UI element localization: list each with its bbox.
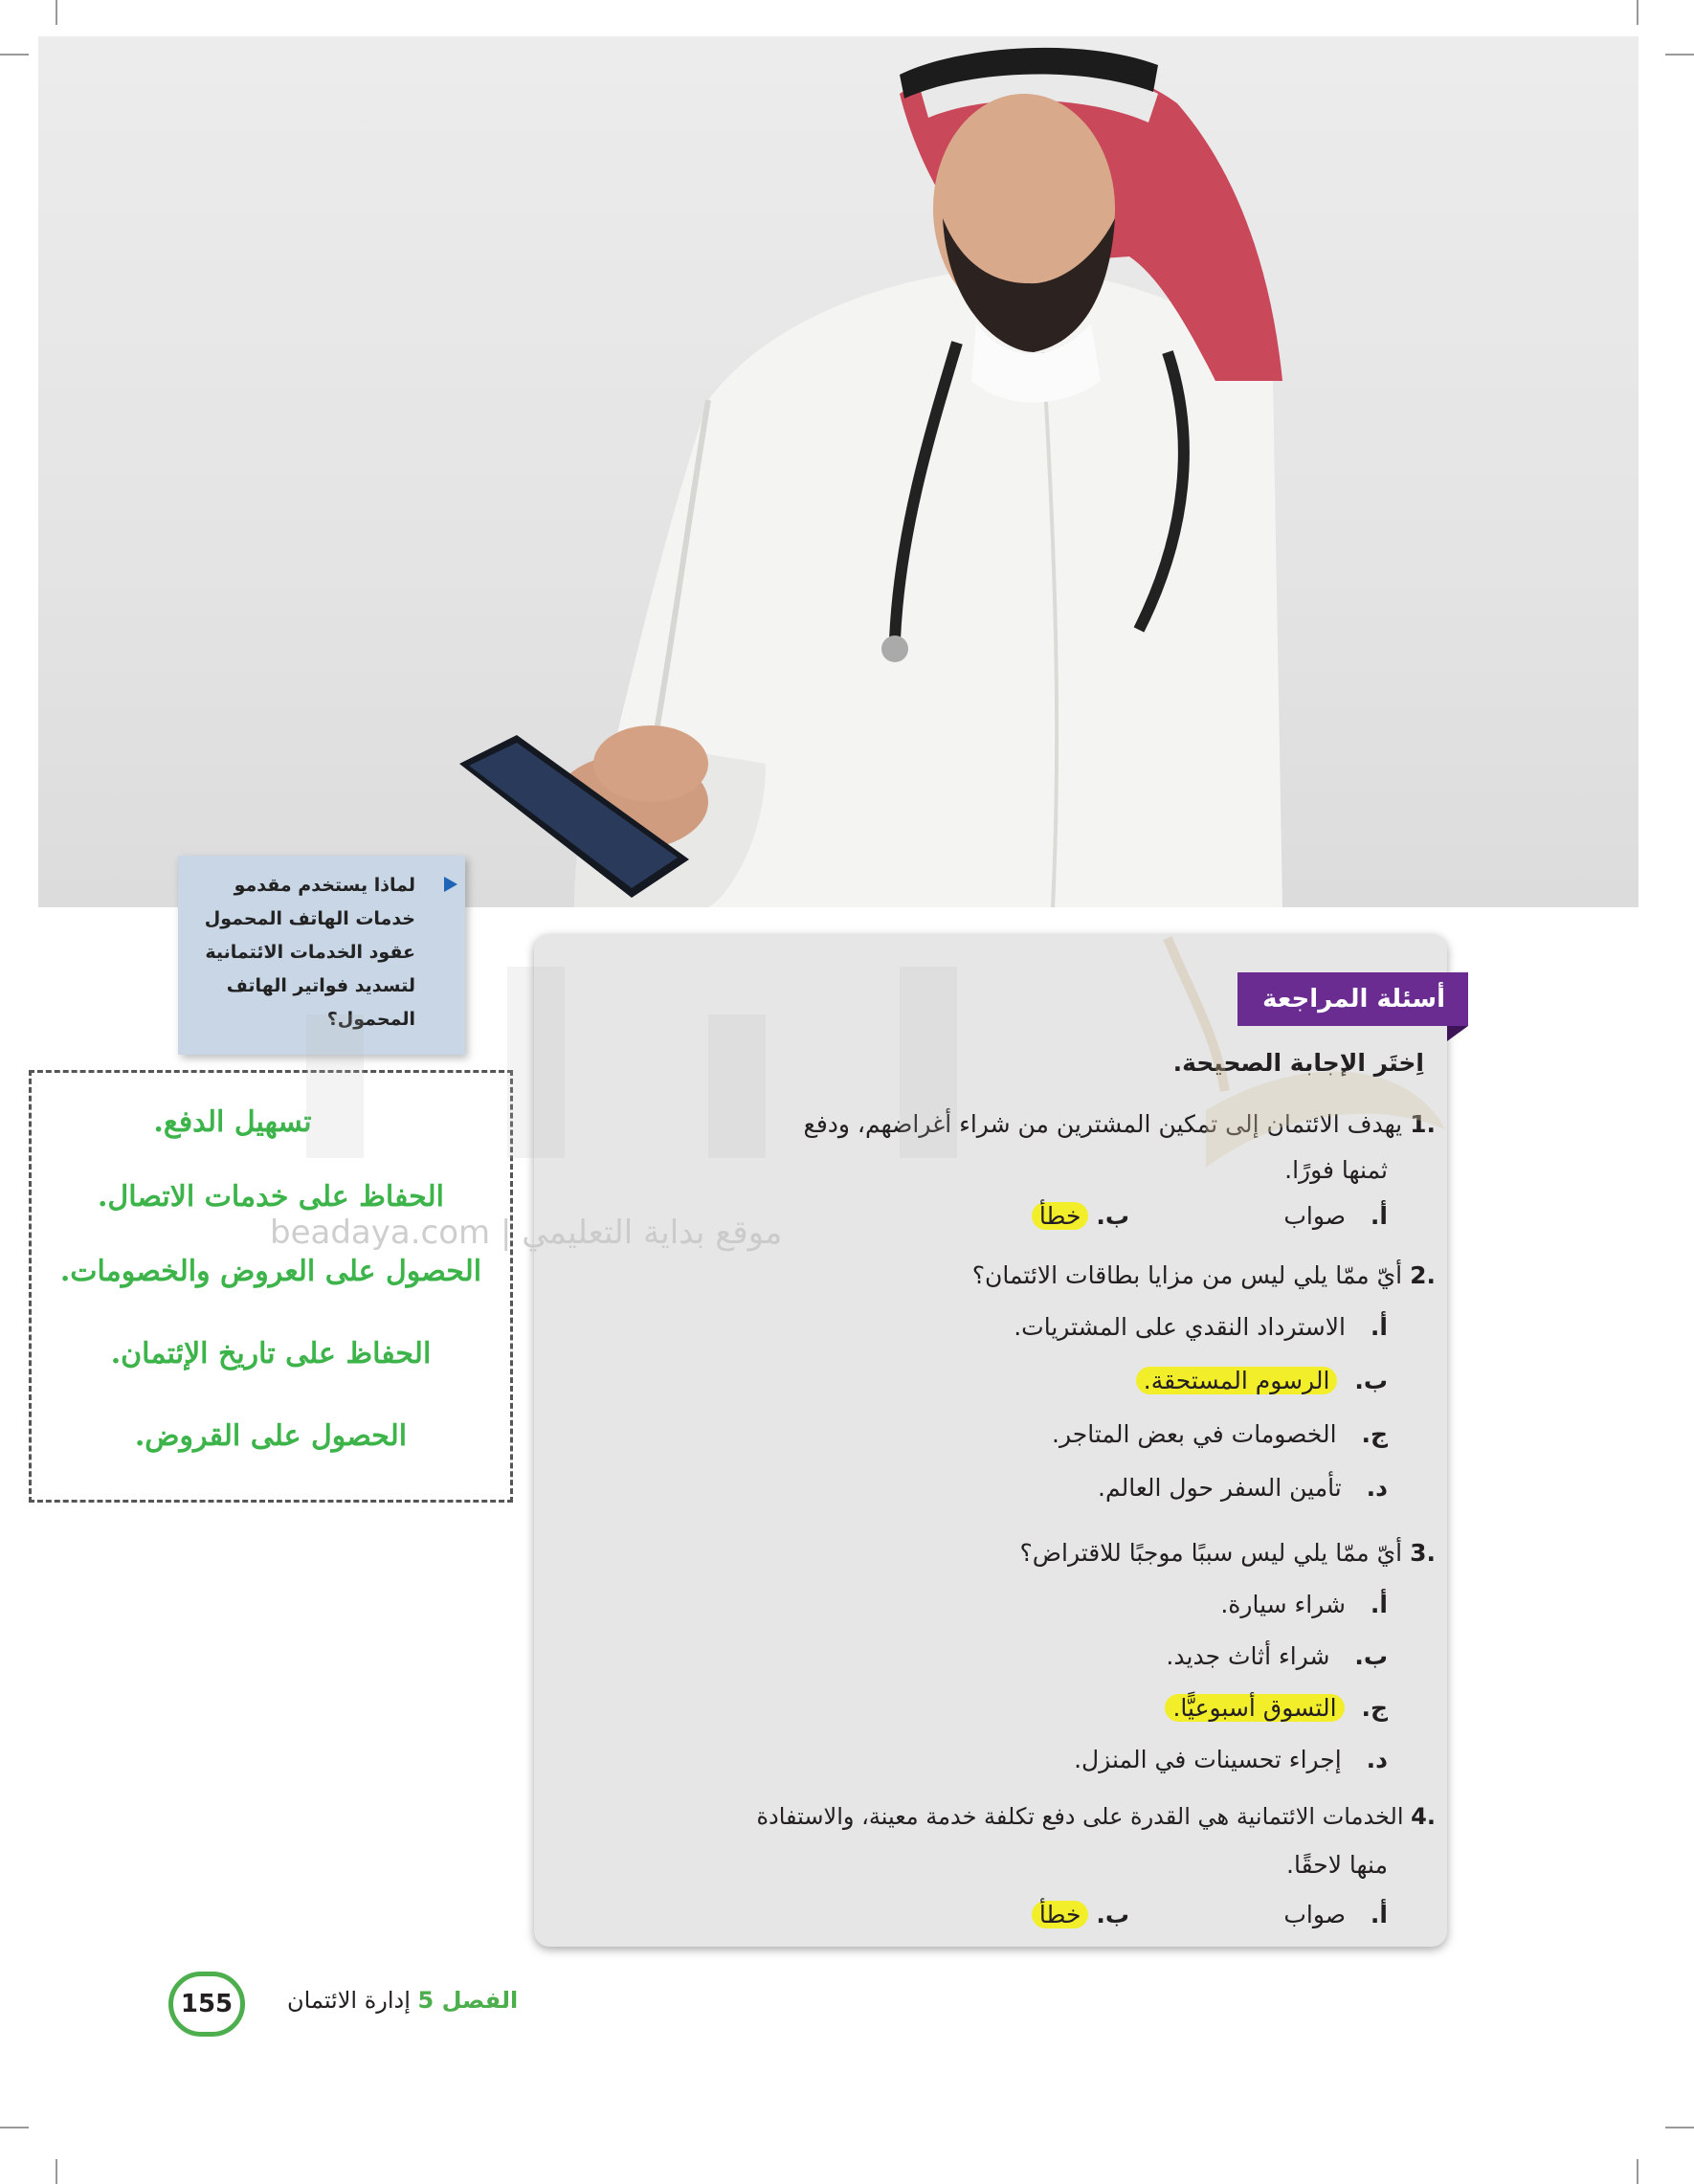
option-letter: ج. [1361,1420,1388,1448]
caption-line: خدمات الهاتف المحمول [204,908,415,929]
answer-line: الحفاظ على خدمات الاتصال. [97,1180,444,1214]
watermark-text: موقع بداية التعليمي | beadaya.com [270,1214,783,1252]
question-number: .3 [1410,1539,1436,1567]
question-4 [756,1803,1436,1830]
crop-mark [1637,0,1638,25]
question-2 [972,1261,1436,1289]
option-text: تأمين السفر حول العالم. [1098,1474,1342,1502]
option-a[interactable] [1283,1202,1388,1230]
option-letter: ب. [1096,1901,1129,1928]
option-text: صواب [1283,1202,1346,1230]
caption-line: عقود الخدمات الائتمانية [205,942,415,963]
option-c[interactable] [1165,1694,1388,1722]
caption-line: المحمول؟ [326,1009,415,1030]
option-b[interactable] [1136,1367,1388,1394]
option-text: صواب [1283,1901,1346,1928]
answer-line: الحفاظ على تاريخ الإئتمان. [110,1337,432,1371]
question-3 [1020,1539,1436,1567]
option-a[interactable] [1220,1591,1388,1618]
photo-caption [178,856,465,1055]
caption-arrow-icon [444,877,457,892]
question-number: .4 [1411,1803,1436,1830]
instruction: اِختَر الإجابة الصحيحة. [1172,1049,1424,1077]
crop-mark [1665,2127,1694,2128]
option-a[interactable] [1014,1313,1388,1341]
option-letter: ب. [1354,1367,1388,1394]
caption-line: لماذا يستخدم مقدمو [234,875,415,896]
crop-mark [1665,54,1694,56]
chapter-title: إدارة الائتمان [287,1987,411,2014]
option-text: إجراء تحسينات في المنزل. [1074,1746,1342,1773]
option-d[interactable] [1098,1474,1388,1502]
crop-mark [56,2159,57,2184]
option-b[interactable] [1166,1642,1388,1670]
option-text: شراء سيارة. [1220,1591,1346,1618]
question-number: .2 [1410,1261,1436,1289]
question-text: الخدمات الائتمانية هي القدرة على دفع تكلفة خدمة معينة، والاستفادة [756,1803,1404,1830]
option-d[interactable] [1074,1746,1388,1773]
option-letter: ج. [1361,1694,1388,1722]
doctor-photo [38,36,1638,907]
question-number: .1 [1410,1110,1436,1138]
option-letter: د. [1366,1746,1388,1773]
option-b[interactable] [1032,1901,1129,1928]
question-text-cont [1284,1156,1388,1184]
option-a[interactable] [1283,1901,1388,1928]
review-panel [534,934,1447,1947]
page-number: 155 [168,1972,245,2037]
crop-mark [0,2127,29,2128]
crop-mark [56,0,57,25]
highlighted-answer: خطأ [1032,1901,1089,1928]
crop-mark [0,54,29,56]
question-1 [804,1110,1436,1138]
answer-line: الحصول على القروض. [134,1419,408,1453]
chapter-label: الفصل 5 [417,1987,519,2014]
answer-box [29,1070,513,1503]
option-letter: د. [1366,1474,1388,1502]
highlighted-answer: التسوق أسبوعيًّا. [1165,1694,1344,1722]
answer-line: الحصول على العروض والخصومات. [59,1255,482,1288]
highlighted-answer: خطأ [1032,1202,1089,1230]
question-text: يهدف الائتمان إلى تمكين المشترين من شراء أغراضهم، ودفع [803,1110,1403,1138]
option-text: الاسترداد النقدي على المشتريات. [1014,1313,1346,1341]
highlighted-answer: الرسوم المستحقة. [1136,1367,1338,1394]
crop-mark [1637,2159,1638,2184]
option-text: الخصومات في بعض المتاجر. [1052,1420,1337,1448]
option-text: شراء أثاث جديد. [1166,1642,1330,1670]
option-letter: أ. [1370,1591,1388,1618]
review-title: أسئلة المراجعة [1237,972,1468,1026]
option-letter: أ. [1370,1901,1388,1928]
option-letter: ب. [1354,1642,1388,1670]
option-b[interactable] [1032,1202,1129,1230]
answer-line: تسهيل الدفع. [153,1105,312,1139]
option-c[interactable] [1052,1420,1388,1448]
chapter-footer [287,1987,518,2014]
option-letter: ب. [1096,1202,1129,1230]
question-text: أيّ ممّا يلي ليس سببًا موجبًا للاقتراض؟ [1019,1539,1403,1567]
option-letter: أ. [1370,1313,1388,1341]
caption-line: لتسديد فواتير الهاتف [226,975,415,996]
option-letter: أ. [1370,1202,1388,1230]
question-text-cont [1286,1851,1388,1879]
question-text: ثمنها فورًا. [1284,1156,1388,1184]
question-text: أيّ ممّا يلي ليس من مزايا بطاقات الائتمان؟ [971,1261,1403,1289]
question-text: منها لاحقًا. [1286,1851,1388,1879]
